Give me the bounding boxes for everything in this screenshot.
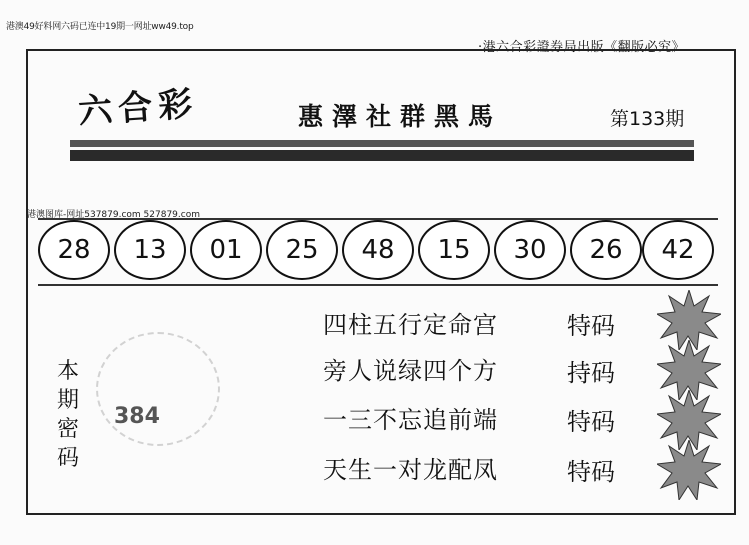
number-ball: 01 xyxy=(190,220,262,280)
header-divider-thin xyxy=(70,140,694,147)
verse-line: 旁人说绿四个方 xyxy=(323,357,498,385)
logo: 六合彩 xyxy=(76,83,200,133)
url-note: 港澳图库-网址537879.com 527879.com xyxy=(27,210,200,220)
number-ball: 42 xyxy=(642,220,714,280)
number-ball: 15 xyxy=(418,220,490,280)
number-ball: 26 xyxy=(570,220,642,280)
verse-tag: 特码 xyxy=(567,408,615,436)
number-ball: 48 xyxy=(342,220,414,280)
secret-code-label xyxy=(50,357,86,473)
number-ball: 13 xyxy=(114,220,186,280)
publication-title: 惠澤社群黑馬 xyxy=(298,102,503,131)
verse-tag: 特码 xyxy=(567,312,615,340)
verse-line: 天生一对龙配凤 xyxy=(323,456,498,484)
ball-strip xyxy=(38,218,718,286)
header-divider-thick xyxy=(70,150,694,161)
publisher-note: ·港六合彩證券局出版《翻版必究》 xyxy=(478,40,686,55)
top-note: 港澳49好料网六码已连中19期一网址ww49.top xyxy=(6,22,194,32)
secret-label-char: 本 xyxy=(56,359,79,384)
number-ball: 28 xyxy=(38,220,110,280)
verse-line: 一三不忘追前端 xyxy=(323,406,498,434)
number-ball: 30 xyxy=(494,220,566,280)
verse-tag: 特码 xyxy=(567,458,615,486)
issue-number: 第133期 xyxy=(610,108,685,130)
secret-label-char: 码 xyxy=(56,446,79,471)
secret-label-char: 期 xyxy=(56,388,79,413)
starburst-icon xyxy=(657,440,721,500)
secret-code-value: 384 xyxy=(114,404,160,429)
verse-line: 四柱五行定命宫 xyxy=(323,311,498,339)
number-ball: 25 xyxy=(266,220,338,280)
verse-tag: 持码 xyxy=(567,359,615,387)
secret-label-char: 密 xyxy=(56,417,79,442)
